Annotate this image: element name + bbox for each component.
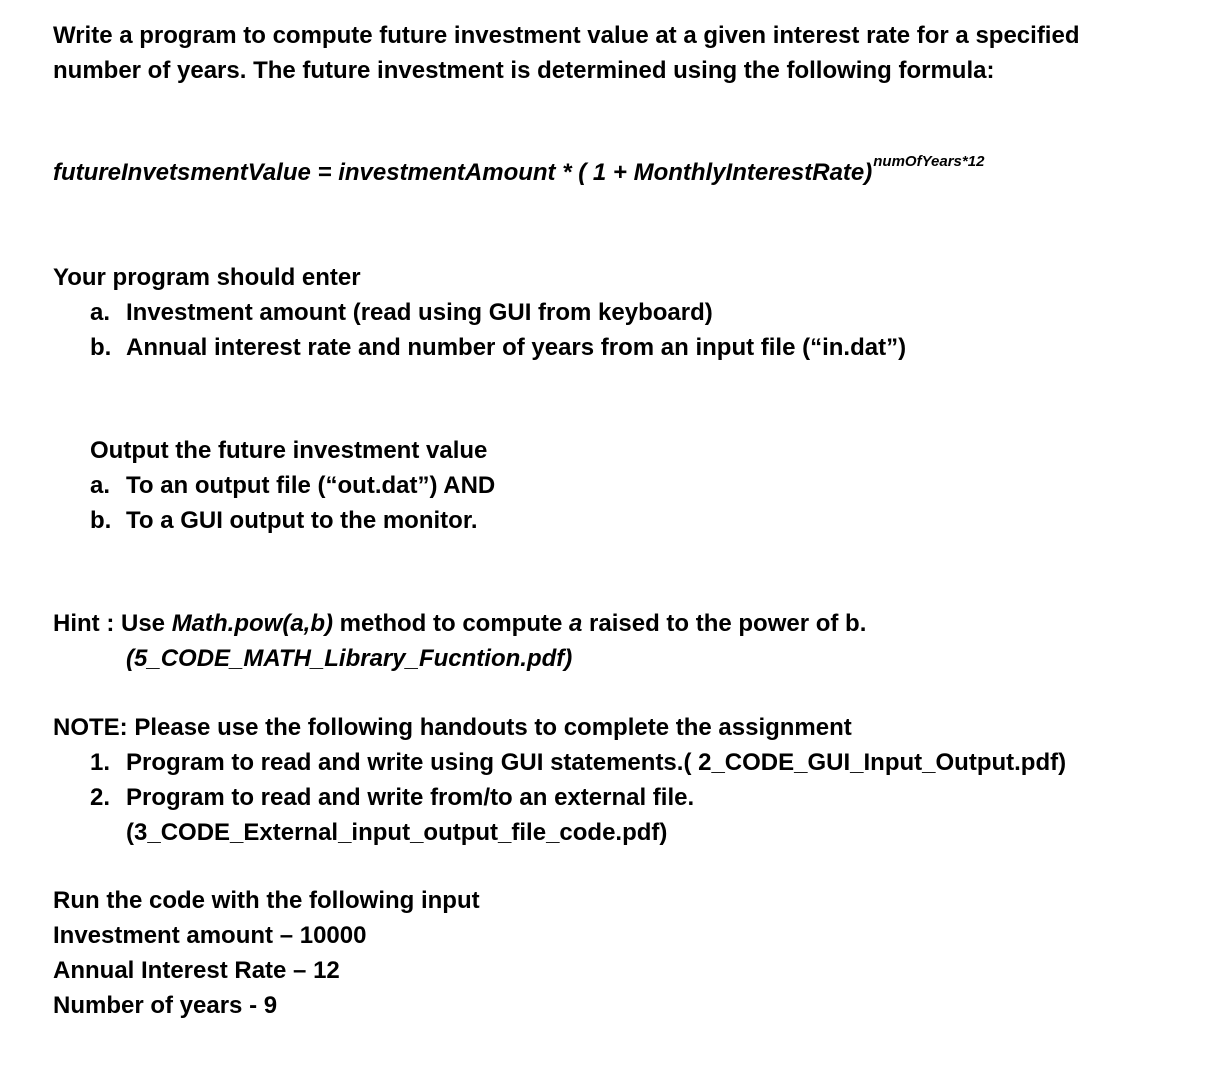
list-marker: 2.: [90, 784, 111, 811]
intro-line-1: Write a program to compute future investment value at a given interest rate for a specified: [53, 22, 1080, 49]
formula: [53, 155, 1179, 193]
list-item-text: To a GUI output to the monitor.: [126, 507, 478, 534]
note-section: [53, 710, 1179, 850]
run-investment: Investment amount – 10000: [53, 922, 367, 949]
list-marker: 1.: [90, 749, 111, 776]
hint-method: Math.pow(a,b): [171, 610, 333, 637]
hint-section: [53, 606, 1179, 676]
note-item-2: [53, 780, 1179, 815]
note-item-1: [53, 745, 1179, 780]
intro-paragraph: [53, 18, 1179, 88]
list-marker: a.: [90, 299, 111, 326]
hint-line: [53, 606, 1179, 641]
hint-reference: (5_CODE_MATH_Library_Fucntion.pdf): [126, 645, 573, 672]
output-item-b: [53, 503, 1179, 538]
list-item-text: Program to read and write from/to an external file.: [126, 784, 695, 811]
formula-main: futureInvetsmentValue = investmentAmount * ( 1 + MonthlyInterestRate): [53, 159, 873, 186]
list-marker: b.: [90, 334, 112, 361]
hint-middle: method to compute: [333, 610, 569, 637]
output-section: [53, 433, 1179, 538]
note-heading: NOTE: Please use the following handouts to complete the assignment: [53, 714, 852, 741]
list-item-text: To an output file (“out.dat”) AND: [126, 472, 496, 499]
output-heading: Output the future investment value: [90, 437, 488, 464]
enter-heading: Your program should enter: [53, 264, 361, 291]
list-marker: b.: [90, 507, 112, 534]
hint-var-a: a: [569, 610, 583, 637]
formula-exponent: numOfYears*12: [873, 153, 985, 170]
enter-section: [53, 260, 1179, 365]
intro-line-2: number of years. The future investment is determined using the following formula:: [53, 57, 995, 84]
run-heading: Run the code with the following input: [53, 887, 480, 914]
output-item-a: [53, 468, 1179, 503]
note-item-2-continuation: (3_CODE_External_input_output_file_code.pdf): [126, 819, 668, 846]
enter-item-a: [53, 295, 1179, 330]
list-item-text: Investment amount (read using GUI from keyboard): [126, 299, 713, 326]
enter-item-b: [53, 330, 1179, 365]
list-item-text: Annual interest rate and number of years from an input file (“in.dat”): [126, 334, 907, 361]
run-rate: Annual Interest Rate – 12: [53, 957, 340, 984]
hint-suffix: raised to the power of b.: [582, 610, 867, 637]
run-section: [53, 883, 1179, 1023]
run-years: Number of years - 9: [53, 992, 278, 1019]
hint-prefix: Hint : Use: [53, 610, 172, 637]
list-marker: a.: [90, 472, 111, 499]
list-item-text: Program to read and write using GUI statements.( 2_CODE_GUI_Input_Output.pdf): [126, 749, 1067, 776]
